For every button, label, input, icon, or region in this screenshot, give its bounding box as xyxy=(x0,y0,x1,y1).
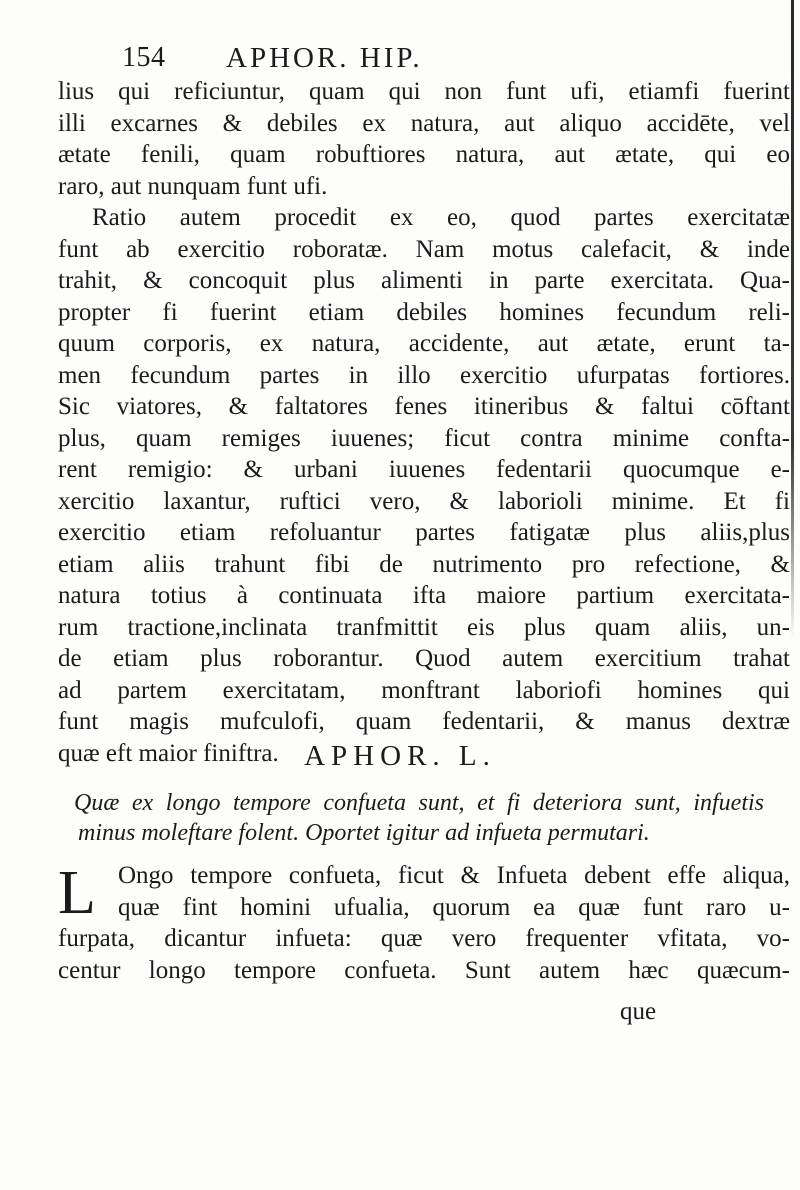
text-line: quæ eft maior finiftra. xyxy=(58,739,279,767)
running-head: APHOR. HIP. xyxy=(226,42,423,74)
aphorism-line: minus moleftare folent. Oportet igitur ad infueta permutari. xyxy=(78,820,650,846)
text-line: trahit, & concoquit plus alimenti in parte exercitata. Qua- xyxy=(58,267,790,294)
text-line: Sic viatores, & faltatores fenes itineribus & faltui cōftant xyxy=(58,393,790,420)
aphorism-line: Quæ ex longo tempore confueta sunt, et fi deteriora sunt, infuetis xyxy=(74,790,764,816)
text-line: natura totius à continuata ifta maiore partium exercitata- xyxy=(58,582,790,609)
catchword: que xyxy=(620,998,657,1025)
commentary-paragraph xyxy=(58,860,790,986)
text-line: plus, quam remiges iuuenes; ficut contra minime confta- xyxy=(58,424,790,452)
text-line: illi excarnes & debiles ex natura, aut aliquo accidēte, vel xyxy=(58,109,790,137)
text-line: quæ fint homini ufualia, quorum ea quæ funt raro u- xyxy=(118,893,790,921)
text-line: xercitio laxantur, ruftici vero, & laborioli minime. Et fi xyxy=(58,487,790,515)
text-line: raro, aut nunquam funt ufi. xyxy=(58,172,328,200)
text-line: furpata, dicantur infueta: quæ vero frequenter vfitata, vo- xyxy=(58,925,790,952)
drop-cap: L xyxy=(58,859,96,927)
page-header xyxy=(122,40,682,76)
page-number: 154 xyxy=(122,42,166,73)
text-line: Ratio autem procedit ex eo, quod partes exercitatæ xyxy=(92,204,790,231)
text-line: lius qui reficiuntur, quam qui non funt ufi, etiamfi fuerint xyxy=(58,78,790,105)
text-line: men fecundum partes in illo exercitio ufurpatas fortiores. xyxy=(58,361,790,389)
aphorism-text xyxy=(74,788,764,848)
text-line: funt magis mufculofi, quam fedentarii, & manus dextræ xyxy=(58,708,790,735)
text-line: rum tractione,inclinata tranfmittit eis plus quam aliis, un- xyxy=(58,613,790,641)
text-line: exercitio etiam refoluantur partes fatigatæ plus aliis,plus xyxy=(58,519,790,546)
page-edge-shadow xyxy=(791,0,794,640)
text-line: rent remigio: & urbani iuuenes fedentarii quocumque e- xyxy=(58,456,790,483)
commentary-paragraph-top xyxy=(58,76,790,769)
text-line: ætate fenili, quam robuftiores natura, aut ætate, qui eo xyxy=(58,141,790,168)
text-line: ad partem exercitatam, monftrant laboriofi homines qui xyxy=(58,676,790,704)
text-line: etiam aliis trahunt fibi de nutrimento pro refectione, & xyxy=(58,550,790,578)
text-line: funt ab exercitio roboratæ. Nam motus calefacit, & inde xyxy=(58,235,790,263)
text-line: centur longo tempore confueta. Sunt autem hæc quæcum- xyxy=(58,956,790,984)
text-line: Ongo tempore confueta, ficut & Infueta debent effe aliqua, xyxy=(118,862,790,889)
text-line: de etiam plus roborantur. Quod autem exercitium trahat xyxy=(58,645,790,672)
aphorism-heading: APHOR. L. xyxy=(304,740,496,772)
text-line: propter fi fuerint etiam debiles homines fecundum reli- xyxy=(58,298,790,326)
text-line: quum corporis, ex natura, accidente, aut ætate, erunt ta- xyxy=(58,330,790,357)
